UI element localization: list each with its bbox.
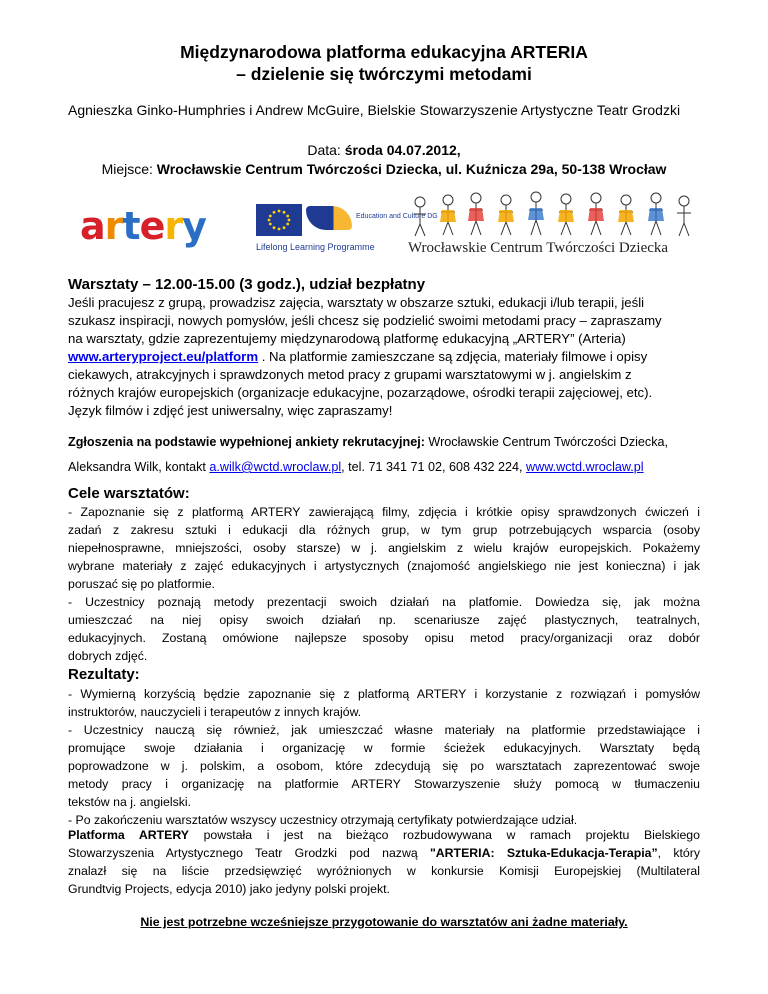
- goals-line: - Zapoznanie się z platformą ARTERY zawierającą filmy, zdjęcia i krótkie opisy sprawdzonych ćwiczeń i: [68, 505, 700, 519]
- workshop-line: Jeśli pracujesz z grupą, prowadzisz zajęcia, warsztaty w obszarze sztuki, edukacji i/lub terapii, jeśli: [68, 295, 645, 310]
- platform-link[interactable]: www.arteryproject.eu/platform: [68, 349, 259, 364]
- place-label: Miejsce:: [101, 161, 157, 177]
- workshop-paragraph: [68, 294, 700, 420]
- date-label: Data:: [307, 142, 345, 158]
- wctd-site-link[interactable]: www.wctd.wroclaw.pl: [526, 460, 644, 474]
- workshop-line: Język filmów i zdjęć jest uniwersalny, więc zapraszamy!: [68, 403, 393, 418]
- results-line: tekstów na j. angielski.: [68, 795, 192, 809]
- workshop-line: różnych krajów europejskich (organizacje edukacyjne, pozarządowe, ośrodki terapii zajęciowej, etc).: [68, 385, 653, 400]
- platform-line: [68, 826, 700, 844]
- goals-heading: Cele warsztatów:: [68, 485, 190, 502]
- eu-dg-text: Education and Culture DG: [356, 213, 438, 220]
- after-link-text: . Na platformie zamieszczane są zdjęcia, materiały filmowe i opisy: [258, 349, 648, 364]
- registration-line-2: [68, 458, 700, 476]
- wctd-name: Wrocławskie Centrum Twórczości Dziecka: [408, 240, 669, 256]
- goals-paragraph: [68, 503, 700, 665]
- results-line: poprowadzone w j. polskim, a osobom, które zdecydują się po warsztatach zaprezentować swoje: [68, 759, 700, 773]
- platform-paragraph: [68, 826, 700, 898]
- results-line: instruktorów, nauczycieli i terapeutów z innych krajów.: [68, 705, 362, 719]
- goals-line: umieszczać na niej opisy swoich działań np. scenariusze zajęć plastycznych, teatralnych,: [68, 613, 700, 627]
- results-line: - Po zakończeniu warsztatów wszyscy uczestnicy otrzymają certyfikaty potwierdzające udział.: [68, 813, 578, 827]
- eu-stars-icon: [256, 204, 302, 236]
- results-line: - Wymierną korzyścią będzie zapoznanie się z platformą ARTERY i korzystanie z rozwiązań i pomysłów: [68, 687, 700, 701]
- contact-prefix: Aleksandra Wilk, kontakt: [68, 460, 210, 474]
- registration-bold: Zgłoszenia na podstawie wypełnionej ankiety rekrutacyjnej:: [68, 435, 425, 449]
- goals-line: - Uczestnicy poznają metody prezentacji swoich działań na platfomie. Dowiedza się, jak można: [68, 595, 700, 609]
- platform-line: znalazł się na liście przedsięwzięć wyróżnionych w konkursie Komisji Europejskiej (Multilateral: [68, 864, 700, 878]
- registration-line-1: [68, 433, 700, 451]
- results-paragraph: [68, 685, 700, 829]
- place-value: Wrocławskie Centrum Twórczości Dziecka, ul. Kuźnicza 29a, 50-138 Wrocław: [156, 161, 667, 177]
- results-line: - Uczestnicy nauczą się również, jak umieszczać własne materiały na platformie przedstawiające i: [68, 723, 700, 737]
- goals-line: dobrych zdjęć.: [68, 649, 148, 663]
- results-line: promujące swoje działania i organizację w formie ścieżek edukacyjnych. Warsztaty będą: [68, 741, 700, 755]
- platform-text1: powstała i jest na bieżąco rozbudowywana w ramach projektu Bielskiego: [188, 828, 700, 842]
- workshop-link-line: [68, 348, 700, 366]
- authors: Agnieszka Ginko-Humphries i Andrew McGuire, Bielskie Stowarzyszenie Artystyczne Teatr Grodzki: [68, 102, 681, 118]
- event-date: [0, 141, 768, 159]
- goals-line: edukacyjnych. Zostaną omówione najlepsze sposoby opisu metod pracy/organizacji oraz dobór: [68, 631, 700, 645]
- artery-logo: artery: [80, 204, 206, 248]
- platform-line: [68, 844, 700, 862]
- platform-bold: Platforma ARTERY: [68, 828, 189, 842]
- workshop-line: ciekawych, atrakcyjnych i sprawdzonych metod pracy z grupami warsztatowymi w j. angielskim z: [68, 367, 632, 382]
- wctd-logo: [408, 188, 702, 258]
- title-line-1: Międzynarodowa platforma edukacyjna ARTERIA: [180, 42, 588, 62]
- platform-project-name: "ARTERIA: Sztuka-Edukacja-Terapia”: [429, 846, 658, 860]
- workshop-line: na warsztaty, gdzie zaprezentujemy międzynarodową platformę edukacyjną „ARTERY” (Arteria): [68, 331, 626, 346]
- goals-line: wybrane materiały z zajęć edukacyjnych i artystycznych (znajomość angielskiego nie jest konieczna) i jak: [68, 559, 700, 573]
- results-heading: Rezultaty:: [68, 666, 140, 683]
- goals-line: poruszać się po platformie.: [68, 577, 215, 591]
- event-place: [0, 160, 768, 178]
- email-link[interactable]: a.wilk@wctd.wroclaw.pl: [209, 460, 342, 474]
- llp-swoosh-icon: [306, 206, 352, 230]
- logos-row: [68, 188, 702, 258]
- eu-logo: [256, 204, 438, 256]
- workshop-heading: Warsztaty – 12.00-15.00 (3 godz.), udział bezpłatny: [68, 276, 426, 293]
- platform-line2a: Stowarzyszenia Artystycznego Teatr Grodzki pod nazwą: [68, 846, 430, 860]
- platform-line2b: , który: [657, 846, 700, 860]
- title-line-2: – dzielenie się twórczymi metodami: [236, 64, 532, 84]
- registration-rest: Wrocławskie Centrum Twórczości Dziecka,: [424, 435, 669, 449]
- results-line: metody pracy i organizację na platformie ARTERY Stowarzyszenie służy pomocą w tłumaczeniu: [68, 777, 700, 791]
- goals-line: zadań z zakresu sztuki i edukacji dla różnych grup, w tym grup potrzebujących wsparcia (osoby: [68, 523, 700, 537]
- platform-line: Grundtvig Projects, edycja 2010) jako jedyny polski projekt.: [68, 882, 390, 896]
- children-illustration-icon: [408, 188, 702, 240]
- footer-note: Nie jest potrzebne wcześniejsze przygotowanie do warsztatów ani żadne materiały.: [140, 915, 628, 929]
- phones: , tel. 71 341 71 02, 608 432 224,: [341, 460, 527, 474]
- goals-line: niepełnosprawne, mniejszości, osoby starsze) w j. angielskim z wielu krajów europejskich. Pokażemy: [68, 541, 700, 555]
- llp-text: Lifelong Learning Programme: [256, 242, 375, 252]
- workshop-line: szukasz inspiracji, nowych pomysłów, jeśli chcesz się podzielić swoimi metodami pracy – zapraszamy: [68, 313, 662, 328]
- date-value: środa 04.07.2012,: [344, 142, 461, 158]
